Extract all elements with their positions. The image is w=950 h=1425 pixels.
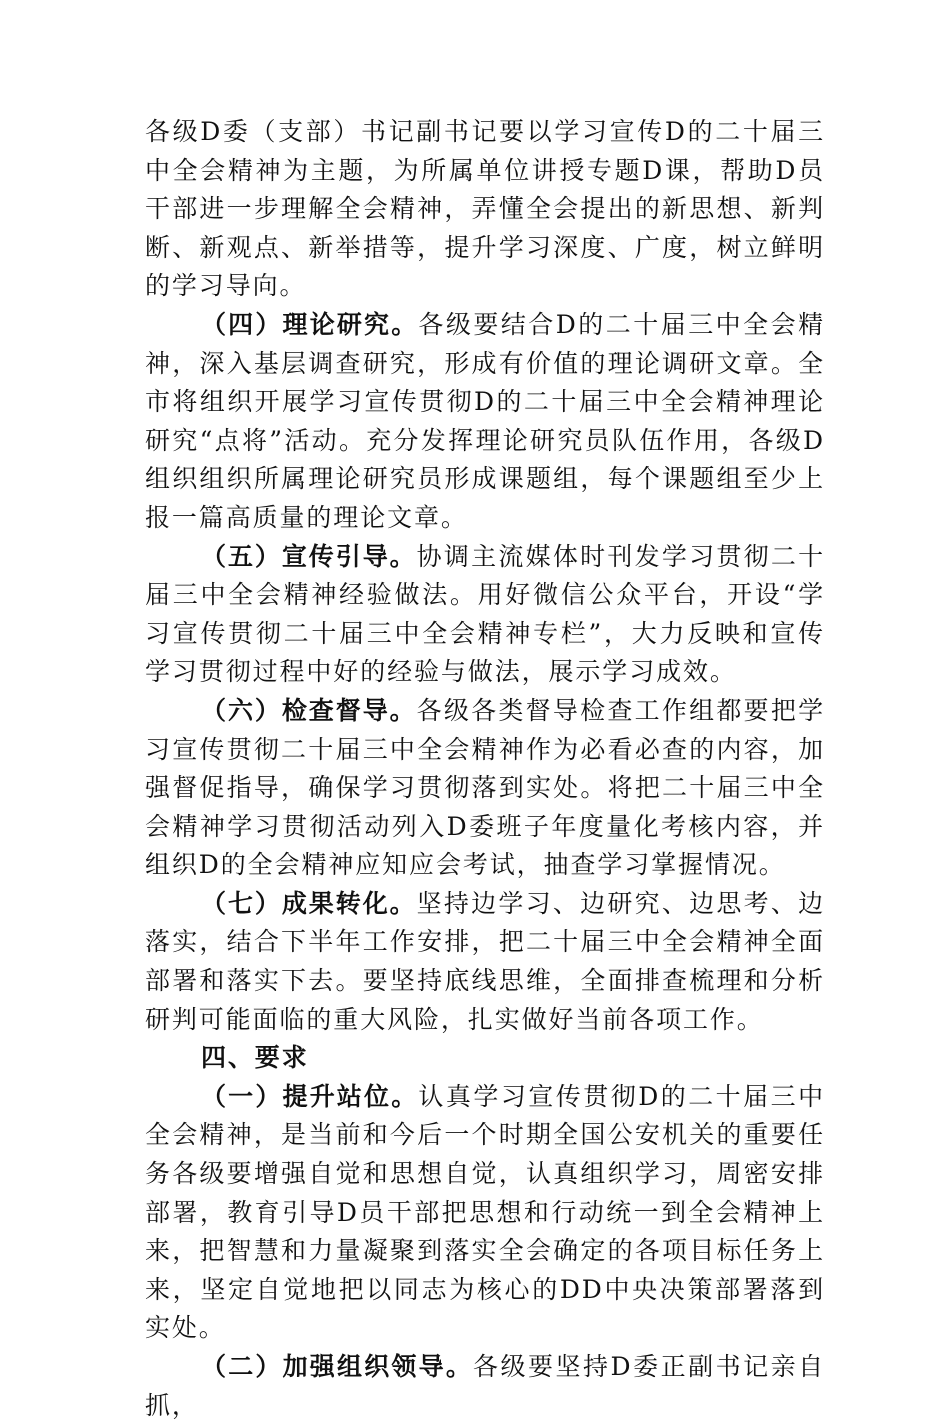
document-body xyxy=(145,113,825,1425)
section-lead-raise-position: （一）提升站位。 xyxy=(201,1081,419,1111)
paragraph-text: 各级各类督导检查工作组都要把学习宣传贯彻二十届三中全会精神作为必看必查的内容，加强督促指导，确保学习贯彻落到实处。将把二十届三中全会精神学习贯彻活动列入D委班子年度量化考核内容，并组织D的全会精神应知应会考试，抽查学习掌握情况。 xyxy=(145,695,825,880)
paragraph-text: 坚持边学习、边研究、边思考、边落实，结合下半年工作安排，把二十届三中全会精神全面部署和落实下去。要坚持底线思维，全面排查梳理和分析研判可能面临的重大风险，扎实做好当前各项工作。 xyxy=(145,888,825,1034)
section-lead-inspection: （六）检查督导。 xyxy=(201,695,417,725)
paragraph-lecture xyxy=(145,113,825,306)
paragraph-text: 认真学习宣传贯彻D的二十届三中全会精神，是当前和今后一个时期全国公安机关的重要任务各级要增强自觉和思想自觉，认真组织学习，周密安排部署，教育引导D员干部把思想和行动统一到全会精神上来，把智慧和力量凝聚到落实全会确定的各项目标任务上来，坚定自觉地把以同志为核心的DD中央决策部署落到实处。 xyxy=(145,1081,825,1343)
paragraph-text: 协调主流媒体时刊发学习贯彻二十届三中全会精神经验做法。用好微信公众平台，开设“学习宣传贯彻二十届三中全会精神专栏”，大力反映和宣传学习贯彻过程中好的经验与做法，展示学习成效。 xyxy=(145,541,825,687)
paragraph-publicity xyxy=(145,538,825,692)
paragraph-leadership xyxy=(145,1348,825,1425)
paragraph-theory-research xyxy=(145,306,825,538)
paragraph-inspection xyxy=(145,692,825,885)
section-lead-theory-research: （四）理论研究。 xyxy=(201,309,419,339)
paragraph-raise-position xyxy=(145,1078,825,1348)
paragraph-text: 各级D委（支部）书记副书记要以学习宣传D的二十届三中全会精神为主题，为所属单位讲授专题D课，帮助D员干部进一步理解全会精神，弄懂全会提出的新思想、新判断、新观点、新举措等，提升学习深度、广度，树立鲜明的学习导向。 xyxy=(145,117,825,301)
section-lead-results: （七）成果转化。 xyxy=(201,888,417,918)
section-lead-leadership: （二）加强组织领导。 xyxy=(201,1352,474,1381)
paragraph-text: 各级要坚持D委正副书记亲自抓， xyxy=(145,1352,825,1420)
section-heading-requirements: 四、要求 xyxy=(201,1043,309,1073)
paragraph-results xyxy=(145,885,825,1039)
paragraph-text: 各级要结合D的二十届三中全会精神，深入基层调查研究，形成有价值的理论调研文章。全市将组织开展学习宣传贯彻D的二十届三中全会精神理论研究“点将”活动。充分发挥理论研究员队伍作用，各级D组织组织所属理论研究员形成课题组，每个课题组至少上报一篇高质量的理论文章。 xyxy=(145,309,825,532)
section-lead-publicity: （五）宣传引导。 xyxy=(201,541,417,571)
